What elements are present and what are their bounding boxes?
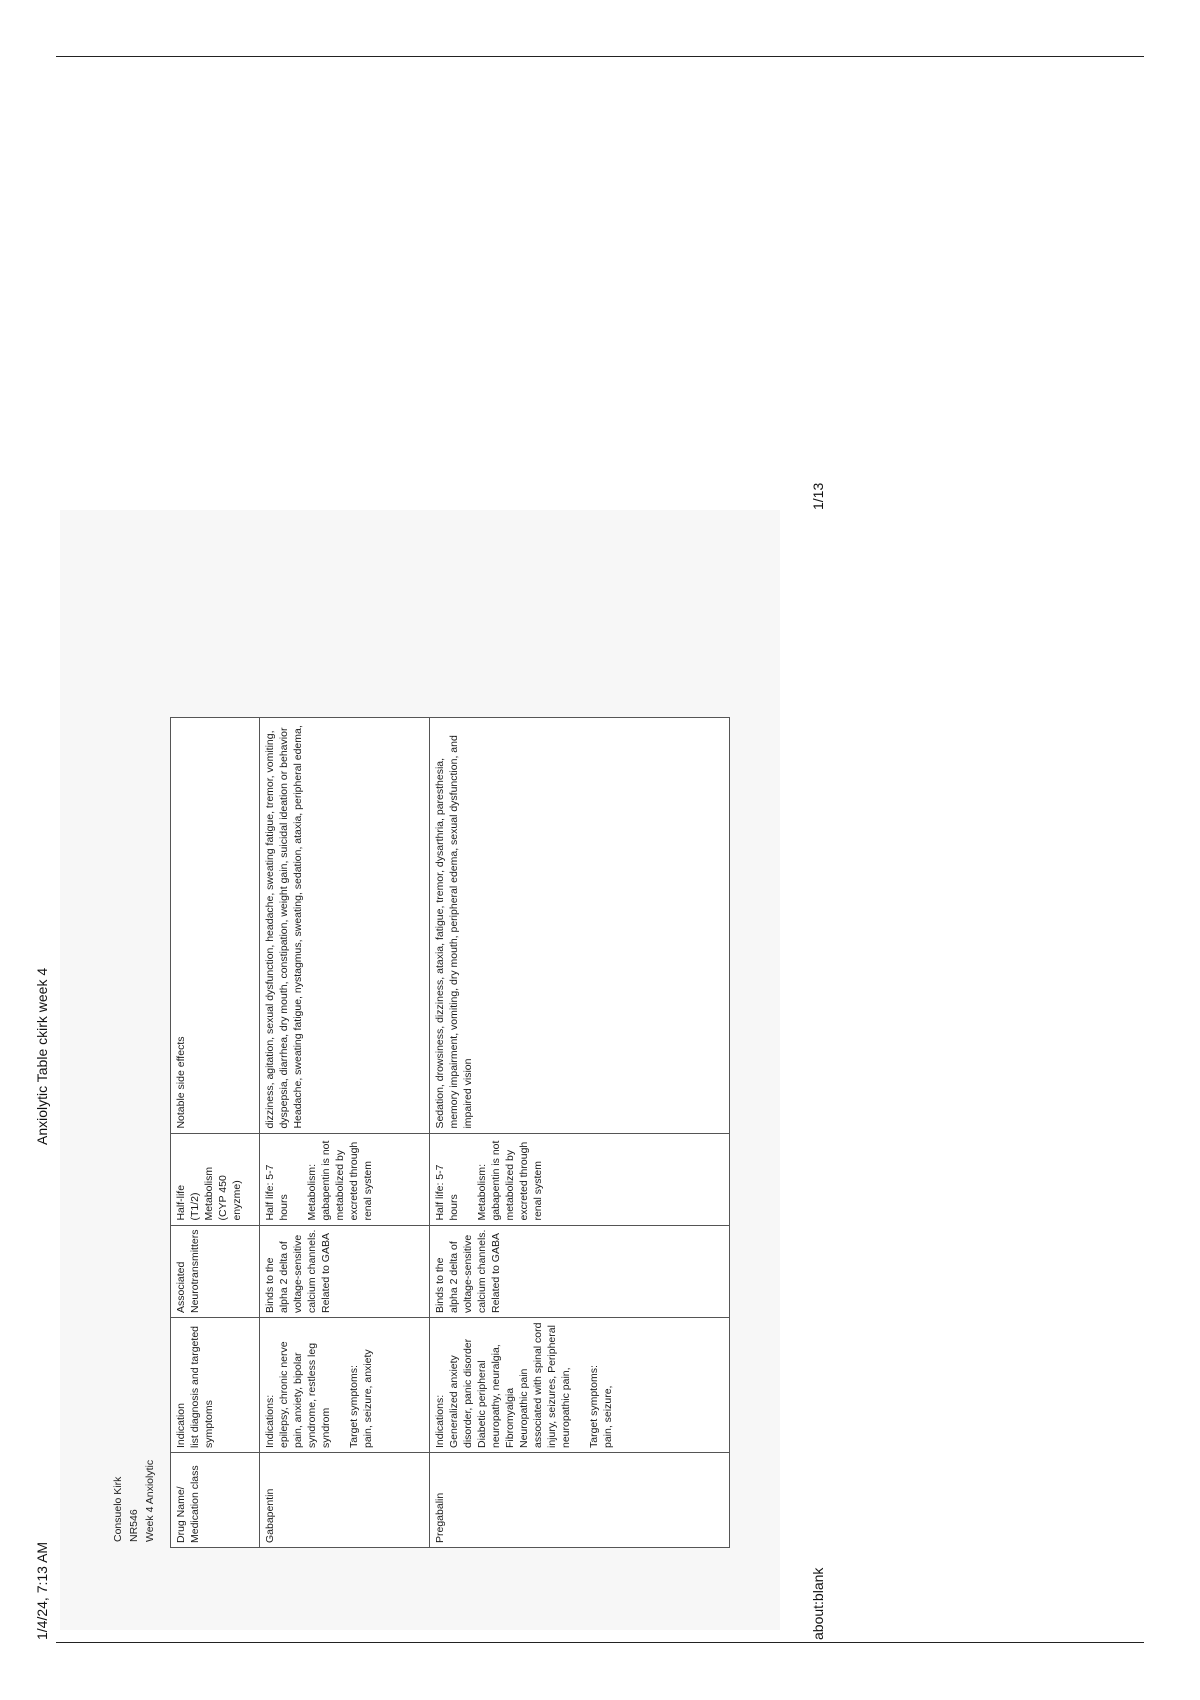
halflife-cell (260, 1133, 430, 1225)
indication-cell (260, 1318, 430, 1453)
print-url: about:blank (810, 1567, 826, 1640)
print-title: Anxiolytic Table ckirk week 4 (34, 967, 50, 1145)
header-halflife: Half-life (T1/2) Metabolism (CYP 450 enyzme) (171, 1133, 260, 1225)
anxiolytic-table (170, 717, 730, 1548)
metabolism-text: Metabolism: gabapentin is not metabolized by excreted through renal system (476, 1140, 544, 1221)
table-row (260, 717, 430, 1547)
header-neurotransmitters: Associated Neurotransmitters (171, 1225, 260, 1317)
table-row (430, 717, 730, 1547)
indication-cell (430, 1318, 730, 1453)
metabolism-text: Metabolism: gabapentin is not metabolized by excreted through renal system (306, 1140, 374, 1221)
print-date: 1/4/24, 7:13 AM (34, 1541, 50, 1640)
target-symptoms-text: Target symptoms: pain, seizure, (588, 1365, 614, 1448)
neurotransmitter-cell: Binds to the alpha 2 delta of voltage-sensitive calcium channels. Related to GABA (260, 1225, 430, 1317)
course-code: NR546 (128, 1509, 140, 1542)
halflife-cell (430, 1133, 730, 1225)
header-drug: Drug Name/ Medication class (171, 1453, 260, 1548)
indications-text: Indications: Generalized anxiety disorder, panic disorder Diabetic peripheral neuropathy, neuralgia, Fibromyalgia Neuropathic pain associated with spinal cord injury, seizures, Peripheral neuropathic pain, (434, 1322, 572, 1448)
drug-name: Pregabalin (430, 1453, 730, 1548)
header-side-effects: Notable side effects (171, 717, 260, 1133)
neurotransmitter-cell: Binds to the alpha 2 delta of voltage-sensitive calcium channels. Related to GABA (430, 1225, 730, 1317)
drug-name: Gabapentin (260, 1453, 430, 1548)
side-effects-cell: dizziness, agitation, sexual dysfunction, headache, sweating fatigue, tremor, vomiting, dyspepsia, diarrhea, dry mouth, constipation, weight gain, suicidal ideation or behavior Headache, sweating fatigue, nystagmus, sweating, sedation, ataxia, peripheral edema, (260, 717, 430, 1133)
halflife-text: Half life: 5-7 hours (264, 1164, 290, 1221)
rotated-print-page (10, 400, 990, 1700)
author-name: Consuelo Kirk (112, 1476, 124, 1542)
table-header-row (171, 717, 260, 1547)
indications-text: Indications: epilepsy, chronic nerve pain, anxiety, bipolar syndrome, restless leg syndrom (264, 1341, 332, 1448)
side-effects-cell: Sedation, drowsiness, dizziness, ataxia, fatigue, tremor, dysarthria, paresthesia, memory impairment, vomiting, dry mouth, peripheral edema, sexual dysfunction, and impaired vision (430, 717, 730, 1133)
assignment-title: Week 4 Anxiolytic (144, 1459, 156, 1542)
header-indication: Indication list diagnosis and targeted symptoms (171, 1318, 260, 1453)
top-rule (56, 56, 1144, 57)
target-symptoms-text: Target symptoms: pain, seizure, anxiety (348, 1349, 374, 1448)
author-block (110, 1460, 158, 1542)
halflife-text: Half life: 5-7 hours (434, 1164, 460, 1221)
print-page-number: 1/13 (810, 482, 826, 510)
